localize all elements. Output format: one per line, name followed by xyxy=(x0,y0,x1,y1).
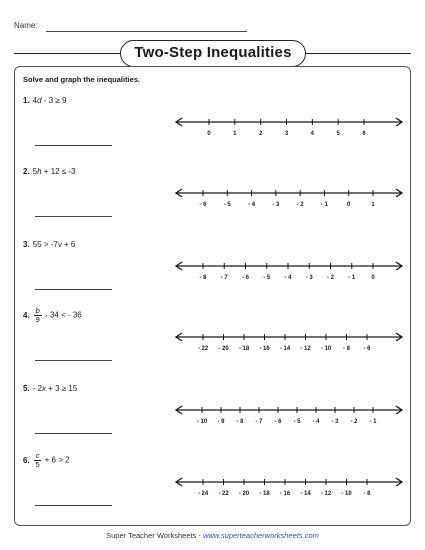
tick-label: - 14 xyxy=(300,491,311,497)
variable: h xyxy=(37,167,42,176)
tick-label: - 6 xyxy=(274,419,282,425)
tick-label: - 4 xyxy=(248,202,256,208)
tick-label: - 22 xyxy=(218,491,229,497)
tick-label: - 2 xyxy=(296,202,304,208)
tick-label: - 20 xyxy=(218,346,229,352)
tick-label: - 22 xyxy=(197,346,209,352)
expression-text: - 3 ≥ 9 xyxy=(41,96,67,105)
answer-line[interactable] xyxy=(35,289,112,290)
tick-label: - 8 xyxy=(363,491,371,497)
tick-label: - 5 xyxy=(293,419,301,425)
tick-label: - 16 xyxy=(279,491,291,497)
tick-label: - 18 xyxy=(238,346,250,352)
number-line[interactable] xyxy=(174,476,404,498)
problem-number: 3. xyxy=(23,240,30,249)
problem-number: 2. xyxy=(23,167,30,176)
name-label: Name: xyxy=(14,21,38,30)
expression-text: + 3 ≥ 15 xyxy=(46,384,78,393)
variable: d xyxy=(37,96,42,105)
tick-label: - 8 xyxy=(199,275,207,281)
variable: v xyxy=(57,240,62,249)
tick-label: - 2 xyxy=(326,275,335,281)
fraction-numerator: b xyxy=(35,306,40,315)
tick-label: - 5 xyxy=(263,275,271,281)
fraction-denominator: 9 xyxy=(35,315,40,324)
tick-label: - 4 xyxy=(312,419,320,425)
tick-label: - 8 xyxy=(236,419,244,425)
tick-label: 0 xyxy=(207,131,211,137)
tick-label: 1 xyxy=(371,202,375,208)
number-line[interactable] xyxy=(174,331,404,353)
tick-label: - 1 xyxy=(369,419,377,425)
tick-label: - 12 xyxy=(320,491,332,497)
tick-label: - 9 xyxy=(217,419,225,425)
expression-text: 4 xyxy=(32,96,38,105)
tick-label: - 10 xyxy=(341,491,352,497)
tick-label: - 12 xyxy=(300,346,311,352)
problem-5 xyxy=(23,384,77,394)
tick-label: - 1 xyxy=(348,275,356,281)
tick-label: 1 xyxy=(233,131,237,137)
tick-label: - 8 xyxy=(342,346,351,352)
problem-number: 1. xyxy=(23,96,30,105)
tick-label: - 10 xyxy=(196,419,208,425)
number-line[interactable] xyxy=(174,260,404,282)
number-line[interactable] xyxy=(174,404,404,426)
expression-text: + 6 xyxy=(61,240,76,249)
problem-4 xyxy=(23,307,82,324)
tick-label: 4 xyxy=(310,131,315,137)
expression-text: - 34 < - 36 xyxy=(42,310,82,320)
expression-text: - 2 xyxy=(32,384,43,393)
tick-label: 2 xyxy=(258,131,263,137)
instructions: Solve and graph the inequalities. xyxy=(23,75,141,84)
tick-label: - 3 xyxy=(272,202,280,208)
expression-text: + 12 ≤ -3 xyxy=(41,167,76,176)
page-title: Two-Step Inequalities xyxy=(120,40,306,67)
problem-6 xyxy=(23,452,70,469)
tick-label: 0 xyxy=(371,275,375,281)
answer-line[interactable] xyxy=(35,145,112,146)
tick-label: - 1 xyxy=(320,202,328,208)
tick-label: - 7 xyxy=(220,275,228,281)
name-field-line[interactable] xyxy=(46,31,247,32)
tick-label: - 7 xyxy=(255,419,263,425)
variable: x xyxy=(42,384,47,393)
fraction-denominator: 5 xyxy=(35,460,40,469)
tick-label: 5 xyxy=(336,131,340,137)
tick-label: 6 xyxy=(362,131,366,137)
tick-label: - 6 xyxy=(363,346,371,352)
tick-label: - 3 xyxy=(305,275,313,281)
tick-label: - 20 xyxy=(238,491,250,497)
expression-text: + 6 > 2 xyxy=(42,455,70,465)
footer-brand: Super Teacher Worksheets xyxy=(106,531,197,540)
expression-text: 5 xyxy=(32,167,38,176)
tick-label: - 16 xyxy=(259,346,270,352)
answer-line[interactable] xyxy=(35,360,112,361)
problem-number: 6. xyxy=(23,455,30,465)
footer-url[interactable]: www.superteacherworksheets.com xyxy=(202,531,319,540)
problem-1 xyxy=(23,96,66,106)
footer-separator: - xyxy=(196,531,203,540)
problem-number: 4. xyxy=(23,310,30,320)
fraction-numerator: c xyxy=(35,451,40,460)
fraction xyxy=(34,452,42,469)
tick-label: - 10 xyxy=(320,346,332,352)
tick-label: - 18 xyxy=(259,491,270,497)
tick-label: - 2 xyxy=(350,419,358,425)
number-line[interactable] xyxy=(174,187,404,209)
tick-label: - 5 xyxy=(223,202,231,208)
tick-label: - 6 xyxy=(241,275,250,281)
problem-2 xyxy=(23,167,76,177)
fraction xyxy=(34,307,42,324)
answer-line[interactable] xyxy=(35,505,112,506)
answer-line[interactable] xyxy=(35,216,112,217)
problem-3 xyxy=(23,240,75,250)
number-line[interactable] xyxy=(174,116,404,138)
tick-label: - 4 xyxy=(284,275,292,281)
expression-text: 55 > -7 xyxy=(32,240,58,249)
footer xyxy=(0,531,425,540)
tick-label: 3 xyxy=(284,131,289,137)
tick-label: - 3 xyxy=(331,419,339,425)
tick-label: - 14 xyxy=(279,346,291,352)
answer-line[interactable] xyxy=(35,433,112,434)
tick-label: - 24 xyxy=(197,491,209,497)
tick-label: 0 xyxy=(347,202,351,208)
tick-label: - 6 xyxy=(199,202,207,208)
problem-number: 5. xyxy=(23,384,30,393)
